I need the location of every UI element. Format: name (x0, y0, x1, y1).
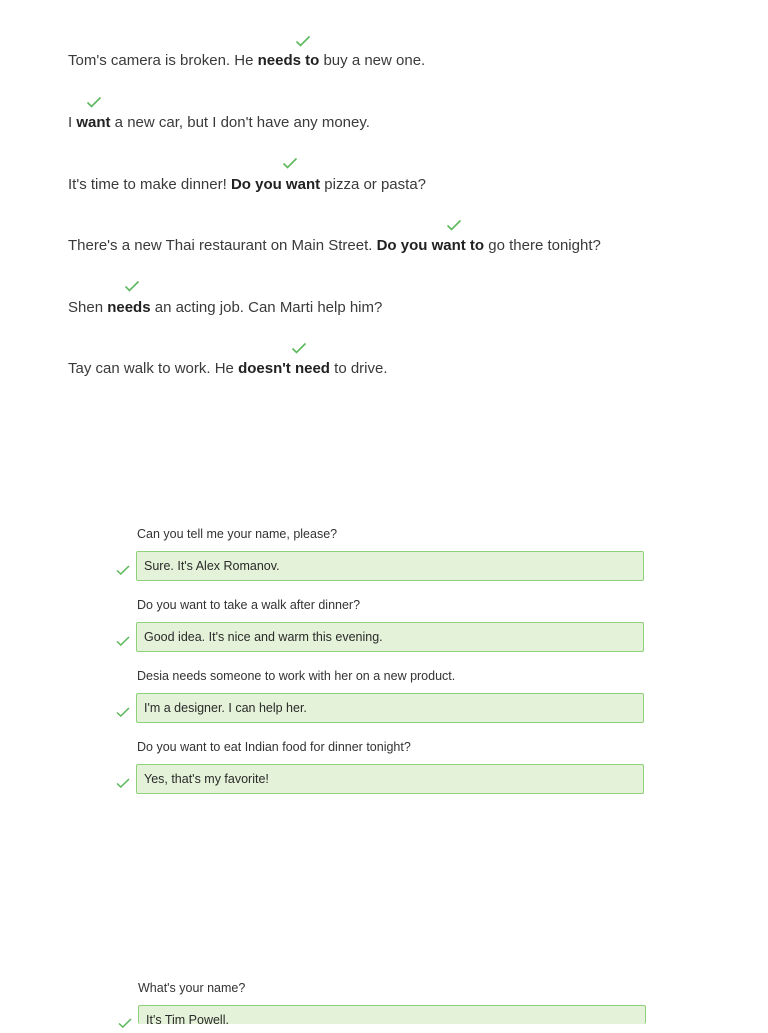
checkmark-icon (124, 280, 140, 292)
checkmark-icon (116, 704, 130, 714)
prompt-text: Do you want to eat Indian food for dinner tonight? (137, 740, 411, 754)
answer-word: needs to (257, 52, 320, 69)
prompt-text: Do you want to take a walk after dinner? (137, 598, 361, 612)
sentence-1: Tom's camera is broken. He needs to buy a new one. (68, 52, 426, 69)
checkmark-icon (295, 35, 311, 47)
prompt-text: What's your name? (138, 981, 246, 995)
checkmark-icon (116, 633, 130, 643)
checkmark-icon (446, 219, 462, 231)
prompt-text: Can you tell me your name, please? (137, 527, 338, 541)
sentence-5: Shen needs an acting job. Can Marti help him? (68, 299, 383, 316)
answer-field[interactable]: Sure. It's Alex Romanov. (136, 551, 644, 581)
answer-word: doesn't need (238, 360, 330, 377)
answer-field[interactable]: I'm a designer. I can help her. (136, 693, 644, 723)
checkmark-icon (282, 157, 298, 169)
checkmark-icon (116, 562, 130, 572)
answer-field[interactable]: Good idea. It's nice and warm this evening. (136, 622, 644, 652)
sentence-4: There's a new Thai restaurant on Main Street. Do you want to go there tonight? (68, 237, 601, 254)
checkmark-icon (86, 96, 102, 108)
sentence-3: It's time to make dinner! Do you want pizza or pasta? (68, 176, 427, 193)
checkmark-icon (291, 342, 307, 354)
checkmark-icon (116, 775, 130, 785)
sentence-2: I want a new car, but I don't have any money. (68, 114, 370, 131)
answer-field[interactable]: It's Tim Powell. (138, 1005, 646, 1024)
answer-word: Do you want (230, 176, 321, 193)
answer-field[interactable]: Yes, that's my favorite! (136, 764, 644, 794)
sentence-6: Tay can walk to work. He doesn't need to drive. (68, 360, 388, 377)
prompt-text: Desia needs someone to work with her on a new product. (137, 669, 456, 683)
answer-word: needs (107, 299, 151, 316)
answer-word: Do you want to (376, 237, 485, 254)
answer-word: want (76, 114, 111, 131)
